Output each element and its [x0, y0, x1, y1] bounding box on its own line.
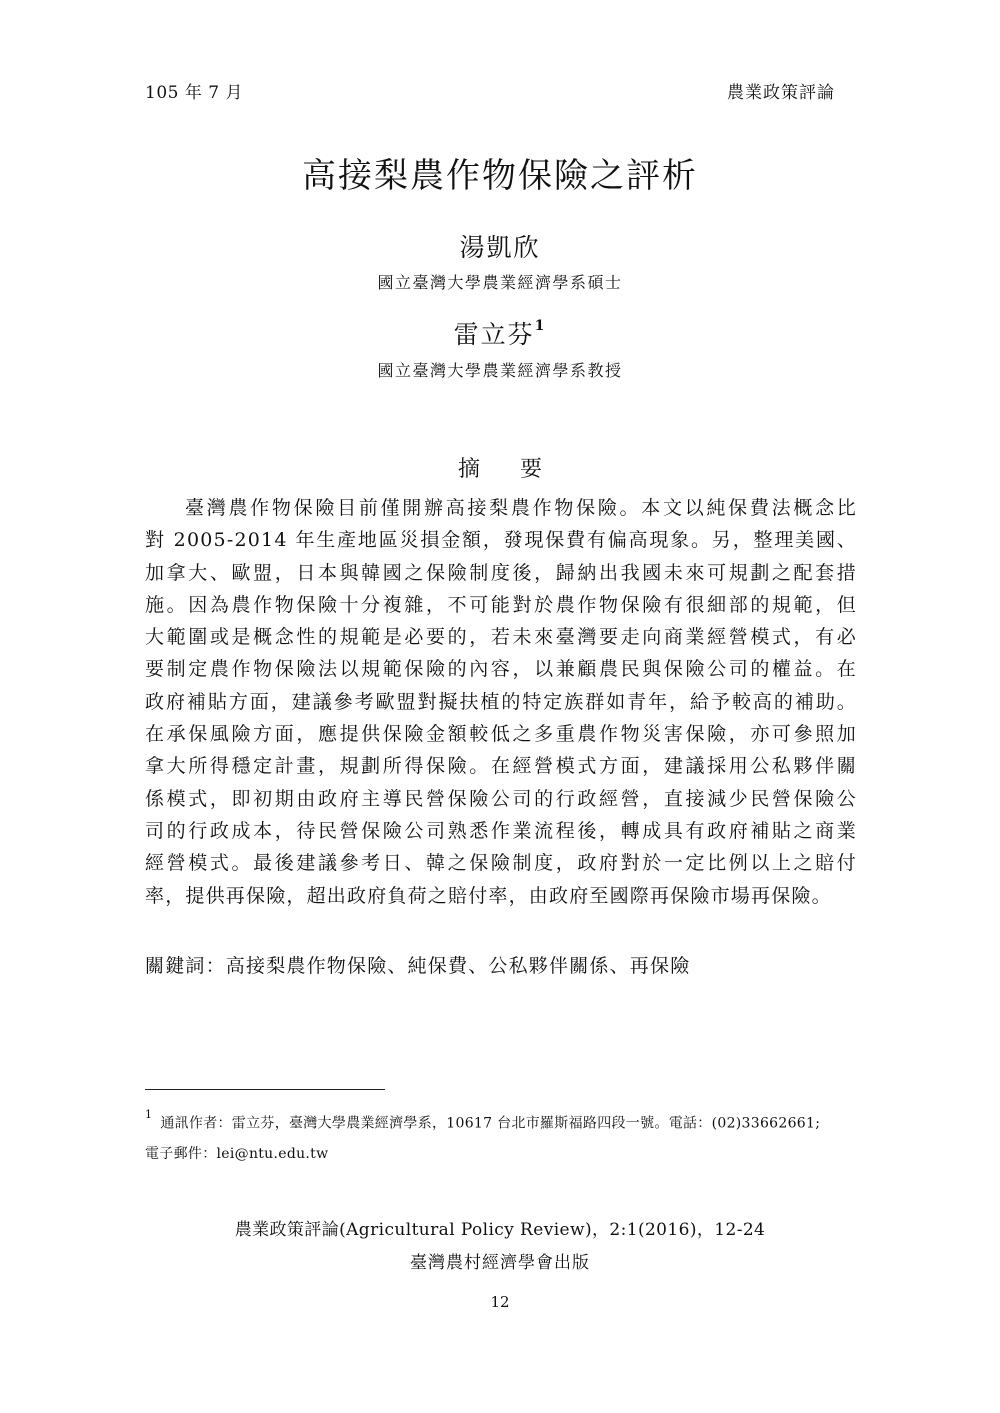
footnote-contact-text: 通訊作者：雷立芬，臺灣大學農業經濟學系，10617 台北市羅斯福路四段一號。電話：(02)33662661; [160, 1115, 821, 1132]
header-journal-name: 農業政策評論 [727, 83, 835, 103]
page-number: 12 [490, 1293, 510, 1311]
abstract-line: 對 2005-2014 年生產地區災損金額，發現保費有偏高現象。另，整理美國、 [145, 529, 857, 552]
footnote-mark: 1 [145, 1108, 153, 1121]
header-date: 105 年 7 月 [145, 83, 243, 103]
abstract-line: 加拿大、歐盟，日本與韓國之保險制度後，歸納出我國未來可規劃之配套措 [145, 561, 857, 584]
footnote-line-1 [145, 1104, 865, 1139]
abstract-line: 在承保風險方面，應提供保險金額較低之多重農作物災害保險，亦可參照加 [145, 723, 857, 746]
footer-publisher: 臺灣農村經濟學會出版 [410, 1253, 590, 1273]
abstract-line: 政府補貼方面，建議參考歐盟對擬扶植的特定族群如青年，給予較高的補助。 [145, 690, 857, 713]
abstract-line: 施。因為農作物保險十分複雜，不可能對於農作物保險有很細部的規範，但 [145, 593, 857, 616]
author-2-name-text: 雷立芬 [453, 320, 535, 349]
abstract-line: 拿大所得穩定計畫，規劃所得保險。在經營模式方面，建議採用公私夥伴關 [145, 755, 857, 778]
abstract-line: 大範圍或是概念性的規範是必要的，若未來臺灣要走向商業經營模式，有必 [145, 626, 857, 649]
abstract-line: 係模式，即初期由政府主導民營保險公司的行政經營，直接減少民營保險公 [145, 787, 857, 810]
footnote-line-2: 電子郵件：lei@ntu.edu.tw [145, 1145, 329, 1162]
author-1-name [0, 228, 1000, 264]
keywords: 關鍵詞：高接梨農作物保險、純保費、公私夥伴關係、再保險 [145, 955, 691, 977]
abstract-line: 率，提供再保險，超出政府負荷之賠付率，由政府至國際再保險市場再保險。 [145, 884, 832, 907]
author-2-footnote-mark: 1 [534, 317, 547, 334]
footnote [145, 1104, 865, 1169]
abstract-line: 要制定農作物保險法以規範保險的內容，以兼顧農民與保險公司的權益。在 [145, 658, 857, 681]
author-1-affiliation: 國立臺灣大學農業經濟學系碩士 [377, 273, 623, 292]
paper-title: 高接梨農作物保險之評析 [302, 156, 698, 196]
abstract-line: 經營模式。最後建議參考日、韓之保險制度，政府對於一定比例以上之賠付 [145, 852, 857, 875]
footnote-divider [145, 1089, 385, 1090]
abstract-body [145, 492, 857, 912]
author-2-affiliation: 國立臺灣大學農業經濟學系教授 [377, 361, 623, 380]
abstract-line: 司的行政成本，待民營保險公司熟悉作業流程後，轉成具有政府補貼之商業 [145, 819, 857, 842]
author-1-name-text: 湯凱欣 [459, 233, 541, 262]
abstract-heading: 摘要 [457, 457, 582, 482]
footer-citation: 農業政策評論(Agricultural Policy Review)，2:1(2016)，12-24 [234, 1220, 766, 1240]
abstract-line: 臺灣農作物保險目前僅開辦高接梨農作物保險。本文以純保費法概念比 [185, 497, 857, 519]
author-2-name [0, 315, 1000, 351]
